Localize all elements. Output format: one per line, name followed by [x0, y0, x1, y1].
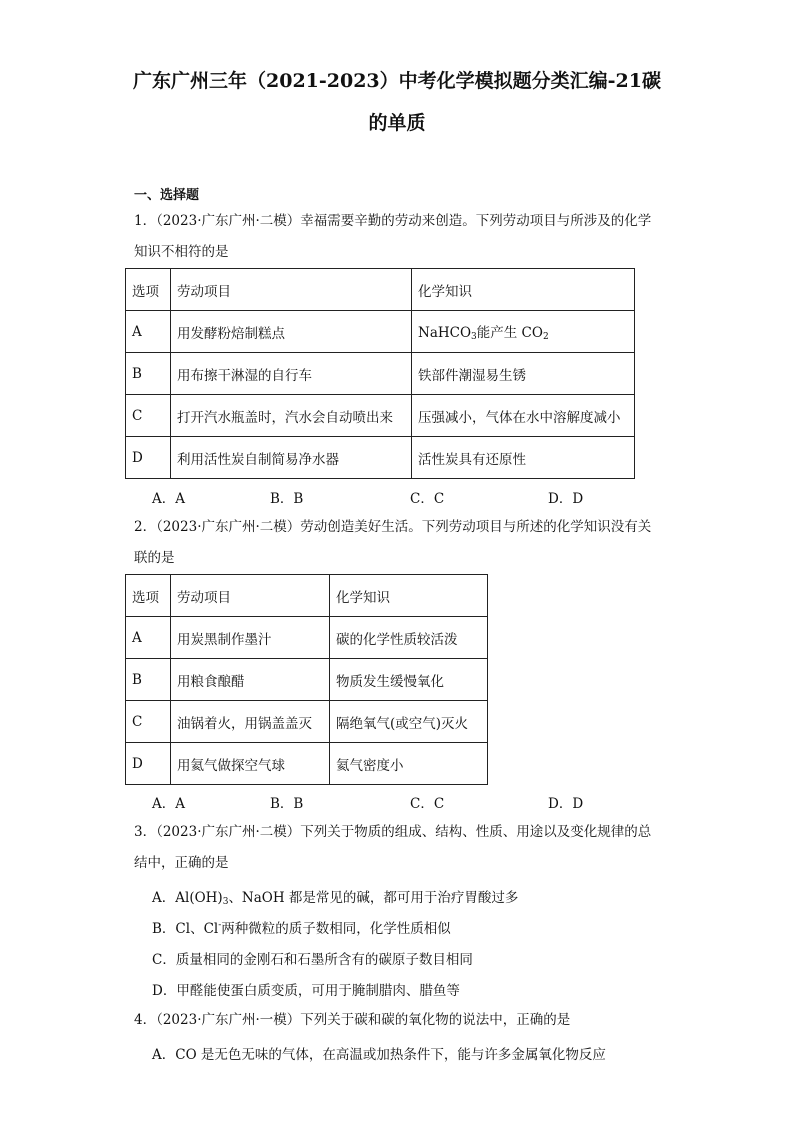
- question-4-line1: 4．（2023·广东广州·一模）下列关于碳和碳的氧化物的说法中，正确的是: [134, 1012, 571, 1028]
- option-cell: D: [126, 437, 171, 479]
- question-1-table: [125, 268, 635, 479]
- option-text: A．Al(OH): [152, 890, 223, 906]
- question-2-stem: [134, 512, 662, 574]
- question-3-option-a[interactable]: [152, 886, 518, 907]
- knowledge-cell: 物质发生缓慢氧化: [330, 659, 488, 701]
- table-row: [126, 437, 635, 479]
- question-3-line2: 结中，正确的是: [134, 855, 229, 871]
- table-row: [126, 311, 635, 353]
- item-cell: 打开汽水瓶盖时，汽水会自动喷出来: [171, 395, 412, 437]
- table-row: [126, 659, 488, 701]
- question-3-line1: 3．（2023·广东广州·二模）下列关于物质的组成、结构、性质、用途以及变化规律的总: [134, 824, 652, 840]
- item-cell: 用布擦干淋湿的自行车: [171, 353, 412, 395]
- choice-c[interactable]: C．C: [410, 796, 445, 812]
- option-cell: B: [126, 353, 171, 395]
- option-text: B．Cl、Cl: [152, 921, 219, 937]
- item-cell: 用粮食酿醋: [171, 659, 330, 701]
- knowledge-text: 能产生 CO: [476, 325, 543, 341]
- choice-d[interactable]: D．D: [548, 491, 584, 507]
- subscript: 3: [222, 897, 229, 907]
- question-2-table: [125, 574, 488, 785]
- section-heading: 一、选择题: [134, 188, 200, 203]
- choice-d[interactable]: D．D: [548, 796, 584, 812]
- subscript: 3: [471, 332, 477, 342]
- choice-c[interactable]: C．C: [410, 491, 445, 507]
- question-1-line2: 知识不相符的是: [134, 244, 229, 260]
- item-cell: 用氦气做探空气球: [171, 743, 330, 785]
- choice-a[interactable]: A．A: [152, 796, 185, 812]
- question-2-choices: [152, 792, 622, 814]
- option-cell: C: [126, 395, 171, 437]
- question-3-stem: [134, 817, 662, 879]
- table-row: [126, 395, 635, 437]
- option-text: 两种微粒的质子数相同，化学性质相似: [221, 921, 451, 937]
- item-cell: 用炭黑制作墨汁: [171, 617, 330, 659]
- document-title-line1: 广东广州三年（2021-2023）中考化学模拟题分类汇编-21碳: [133, 70, 661, 92]
- table-row: [126, 617, 488, 659]
- header-cell: 劳动项目: [171, 575, 330, 617]
- table-row: [126, 743, 488, 785]
- question-4-option-a[interactable]: A．CO 是无色无味的气体，在高温或加热条件下，能与许多金属氧化物反应: [152, 1047, 606, 1063]
- item-cell: 油锅着火，用锅盖盖灭: [171, 701, 330, 743]
- header-cell: 化学知识: [412, 269, 635, 311]
- choice-b[interactable]: B．B: [270, 796, 304, 812]
- knowledge-cell: 氦气密度小: [330, 743, 488, 785]
- table-header-row: [126, 269, 635, 311]
- question-1-line1: 1．（2023·广东广州·二模）幸福需要辛勤的劳动来创造。下列劳动项目与所涉及的化学: [134, 213, 652, 229]
- superscript: -: [218, 920, 222, 931]
- table-header-row: [126, 575, 488, 617]
- subscript: 2: [542, 332, 549, 342]
- table-row: [126, 701, 488, 743]
- question-4-stem: [134, 1005, 662, 1036]
- question-2-line2: 联的是: [134, 550, 175, 566]
- option-cell: C: [126, 701, 171, 743]
- knowledge-cell: 活性炭具有还原性: [412, 437, 635, 479]
- choice-a[interactable]: A．A: [152, 491, 185, 507]
- question-1-choices: [152, 487, 622, 509]
- option-text: 、NaOH 都是常见的碱，都可用于治疗胃酸过多: [228, 890, 519, 906]
- option-cell: D: [126, 743, 171, 785]
- choice-b[interactable]: B．B: [270, 491, 304, 507]
- item-cell: 利用活性炭自制简易净水器: [171, 437, 412, 479]
- option-cell: A: [126, 617, 171, 659]
- header-cell: 劳动项目: [171, 269, 412, 311]
- header-cell: 选项: [126, 269, 171, 311]
- item-cell: 用发酵粉焙制糕点: [171, 311, 412, 353]
- question-2-line1: 2．（2023·广东广州·二模）劳动创造美好生活。下列劳动项目与所述的化学知识没有关: [134, 519, 652, 535]
- knowledge-cell: 碳的化学性质较活泼: [330, 617, 488, 659]
- knowledge-cell: [412, 311, 635, 353]
- header-cell: 化学知识: [330, 575, 488, 617]
- question-3-option-c[interactable]: C．质量相同的金刚石和石墨所含有的碳原子数目相同: [152, 952, 473, 968]
- question-3-option-d[interactable]: D．甲醛能使蛋白质变质，可用于腌制腊肉、腊鱼等: [152, 983, 460, 999]
- knowledge-cell: 隔绝氧气(或空气)灭火: [330, 701, 488, 743]
- question-1-stem: [134, 206, 662, 268]
- header-cell: 选项: [126, 575, 171, 617]
- document-title-line2: 的单质: [368, 112, 426, 134]
- option-cell: A: [126, 311, 171, 353]
- table-row: [126, 353, 635, 395]
- knowledge-cell: 压强减小，气体在水中溶解度减小: [412, 395, 635, 437]
- knowledge-cell: 铁部件潮湿易生锈: [412, 353, 635, 395]
- question-3-option-b[interactable]: [152, 917, 451, 937]
- knowledge-text: NaHCO: [418, 325, 472, 341]
- option-cell: B: [126, 659, 171, 701]
